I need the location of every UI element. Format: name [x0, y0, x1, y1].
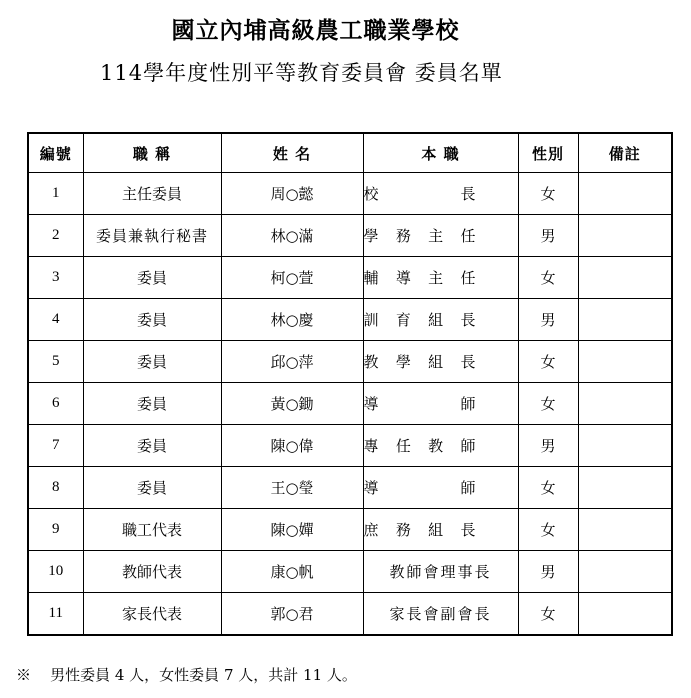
cell-gender: 女 [518, 383, 578, 425]
cell-gender: 女 [518, 173, 578, 215]
position-text: 家長會副會長 [389, 605, 492, 623]
position-char: 庶 [363, 521, 379, 539]
position-char: 導 [363, 479, 379, 497]
footnote-text: 男性委員 4 人，女性委員 7 人，共計 11 人。 [50, 666, 357, 684]
cell-remarks [578, 215, 672, 257]
cell-title: 主任委員 [83, 173, 221, 215]
position-char: 校 [363, 185, 379, 203]
cell-title: 委員兼執行秘書 [83, 215, 221, 257]
cell-number: 8 [28, 467, 83, 509]
cell-title: 委員 [83, 383, 221, 425]
cell-name: 陳○偉 [221, 425, 363, 467]
cell-remarks [578, 509, 672, 551]
cell-remarks [578, 173, 672, 215]
cell-remarks [578, 551, 672, 593]
cell-name: 林○滿 [221, 215, 363, 257]
cell-remarks [578, 593, 672, 636]
position-text [364, 183, 476, 204]
cell-name: 黃○鋤 [221, 383, 363, 425]
position-char: 學 [363, 227, 379, 245]
position-char: 專 [363, 437, 379, 455]
position-char: 教 [428, 437, 444, 455]
footnote [16, 664, 357, 685]
reference-mark-icon: ※ [16, 666, 32, 684]
position-text [364, 225, 476, 246]
table-header-row [28, 133, 672, 173]
cell-position [363, 551, 518, 593]
cell-name: 陳○嬋 [221, 509, 363, 551]
cell-gender: 女 [518, 509, 578, 551]
cell-remarks [578, 467, 672, 509]
table-row [28, 593, 672, 636]
table-row [28, 509, 672, 551]
cell-title: 委員 [83, 467, 221, 509]
position-char: 師 [460, 395, 476, 413]
cell-position [363, 593, 518, 636]
position-char: 組 [428, 353, 444, 371]
position-char: 務 [395, 521, 411, 539]
cell-number: 2 [28, 215, 83, 257]
position-char: 長 [460, 353, 476, 371]
cell-remarks [578, 257, 672, 299]
cell-remarks [578, 383, 672, 425]
position-char: 導 [363, 395, 379, 413]
cell-name: 邱○萍 [221, 341, 363, 383]
cell-gender: 男 [518, 551, 578, 593]
cell-position [363, 341, 518, 383]
position-text [364, 435, 476, 456]
position-char: 導 [395, 269, 411, 287]
position-char: 長 [460, 521, 476, 539]
cell-gender: 男 [518, 425, 578, 467]
cell-position [363, 299, 518, 341]
cell-title: 教師代表 [83, 551, 221, 593]
cell-gender: 男 [518, 215, 578, 257]
cell-name: 周○懿 [221, 173, 363, 215]
cell-number: 9 [28, 509, 83, 551]
position-char: 主 [428, 269, 444, 287]
position-text [364, 393, 476, 414]
cell-number: 4 [28, 299, 83, 341]
cell-position [363, 425, 518, 467]
table-row [28, 467, 672, 509]
school-title: 國立內埔高級農工職業學校 [171, 17, 460, 44]
cell-position [363, 509, 518, 551]
position-char: 長 [460, 311, 476, 329]
position-text [364, 477, 476, 498]
column-header-number: 編號 [28, 133, 83, 173]
position-char: 務 [395, 227, 411, 245]
column-header-title: 職 稱 [83, 133, 221, 173]
cell-title: 委員 [83, 341, 221, 383]
committee-roster-table [27, 132, 673, 636]
cell-name: 林○慶 [221, 299, 363, 341]
position-char: 主 [428, 227, 444, 245]
position-char: 組 [428, 521, 444, 539]
column-header-remarks: 備註 [578, 133, 672, 173]
position-text: 教師會理事長 [389, 563, 492, 581]
position-text [364, 267, 476, 288]
position-char: 教 [363, 353, 379, 371]
position-char: 任 [395, 437, 411, 455]
cell-name: 柯○萱 [221, 257, 363, 299]
cell-name: 郭○君 [221, 593, 363, 636]
cell-gender: 女 [518, 257, 578, 299]
table-row [28, 173, 672, 215]
cell-title: 家長代表 [83, 593, 221, 636]
position-char: 任 [460, 269, 476, 287]
position-char: 訓 [363, 311, 379, 329]
cell-title: 委員 [83, 425, 221, 467]
position-char: 長 [460, 185, 476, 203]
cell-remarks [578, 299, 672, 341]
cell-name: 康○帆 [221, 551, 363, 593]
position-char: 輔 [363, 269, 379, 287]
cell-gender: 女 [518, 341, 578, 383]
column-header-name: 姓 名 [221, 133, 363, 173]
cell-position [363, 215, 518, 257]
position-char: 組 [428, 311, 444, 329]
cell-gender: 女 [518, 593, 578, 636]
position-text [364, 351, 476, 372]
cell-position [363, 383, 518, 425]
position-char: 師 [460, 437, 476, 455]
cell-position [363, 173, 518, 215]
cell-number: 6 [28, 383, 83, 425]
cell-number: 7 [28, 425, 83, 467]
position-char: 任 [460, 227, 476, 245]
column-header-position: 本 職 [363, 133, 518, 173]
table-row [28, 425, 672, 467]
cell-remarks [578, 341, 672, 383]
position-char: 育 [395, 311, 411, 329]
cell-number: 1 [28, 173, 83, 215]
cell-number: 5 [28, 341, 83, 383]
table-row [28, 551, 672, 593]
document-subtitle: 114學年度性別平等教育委員會 委員名單 [100, 61, 503, 85]
cell-title: 職工代表 [83, 509, 221, 551]
table-row [28, 257, 672, 299]
cell-gender: 男 [518, 299, 578, 341]
cell-number: 10 [28, 551, 83, 593]
cell-gender: 女 [518, 467, 578, 509]
table-row [28, 383, 672, 425]
cell-name: 王○瑩 [221, 467, 363, 509]
cell-position [363, 257, 518, 299]
table-row [28, 215, 672, 257]
cell-title: 委員 [83, 299, 221, 341]
position-text [364, 309, 476, 330]
position-char: 學 [395, 353, 411, 371]
position-char: 師 [460, 479, 476, 497]
cell-number: 3 [28, 257, 83, 299]
table-row [28, 341, 672, 383]
cell-title: 委員 [83, 257, 221, 299]
cell-position [363, 467, 518, 509]
position-text [364, 519, 476, 540]
cell-number: 11 [28, 593, 83, 636]
cell-remarks [578, 425, 672, 467]
column-header-gender: 性別 [518, 133, 578, 173]
table-row [28, 299, 672, 341]
